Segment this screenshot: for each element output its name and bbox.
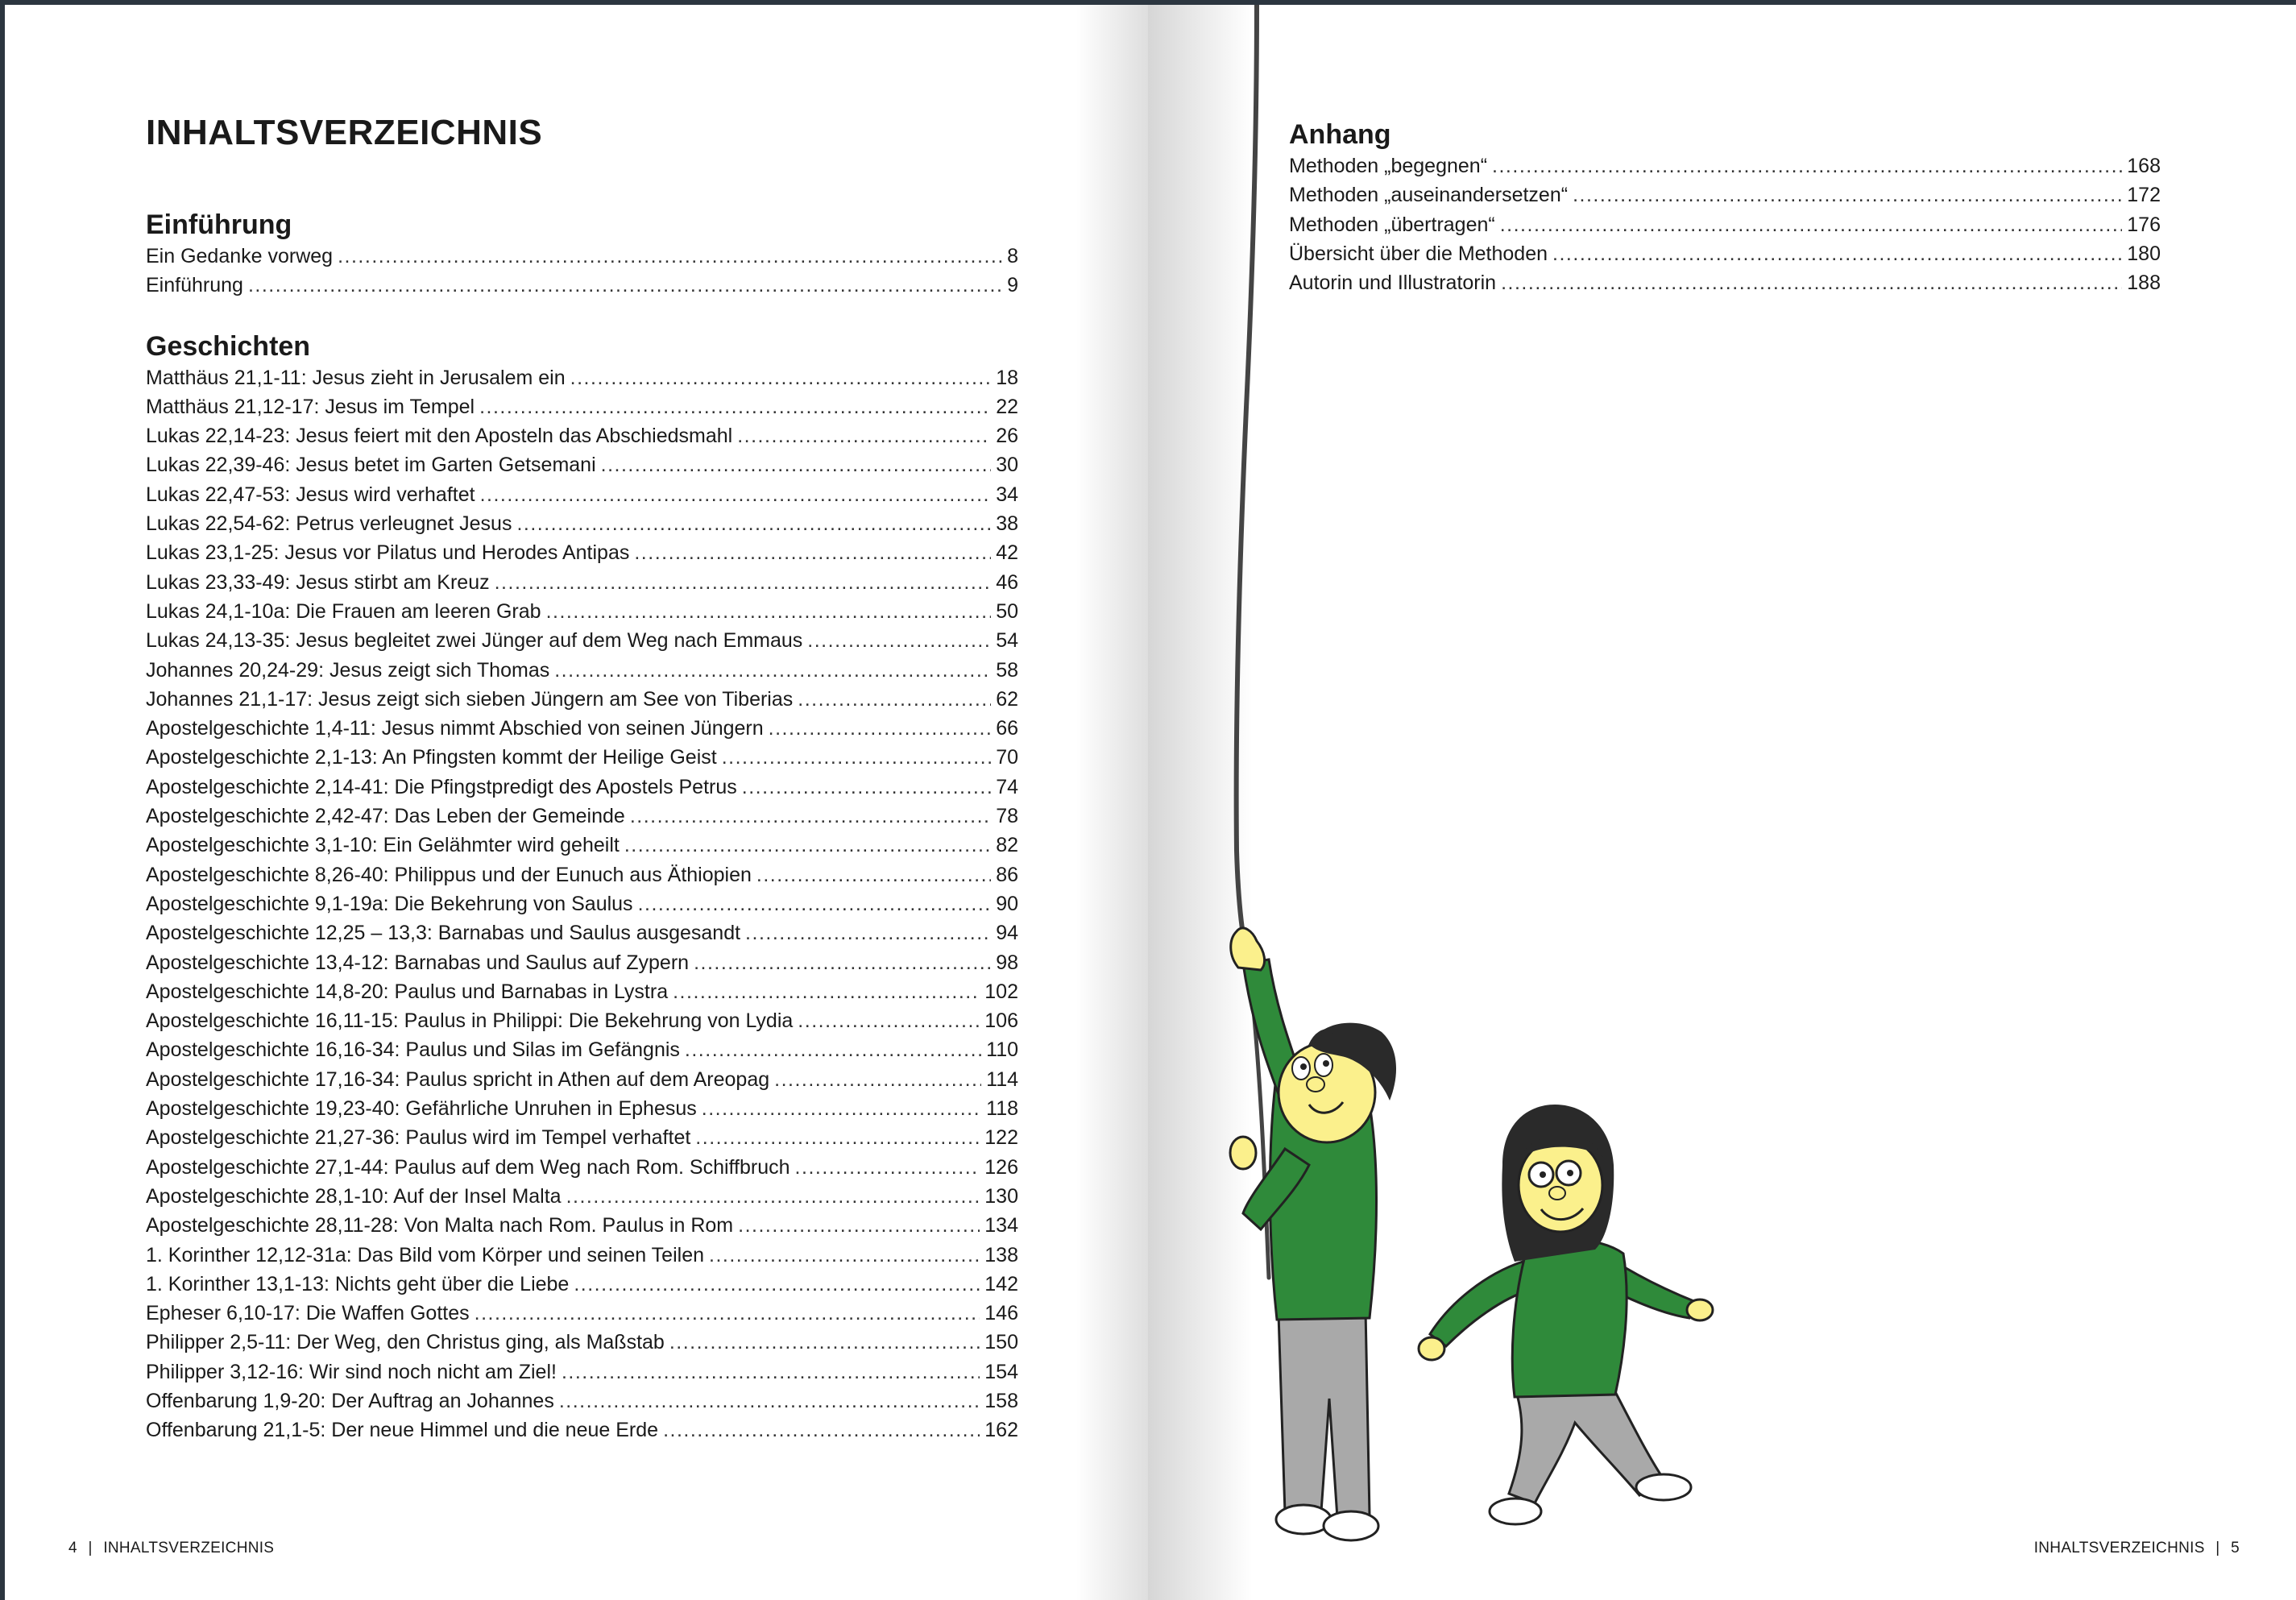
toc-leader-dots xyxy=(663,1416,980,1445)
toc-entry xyxy=(146,1328,1018,1357)
girl-hand-right xyxy=(1687,1299,1713,1320)
toc-entry xyxy=(146,1123,1018,1152)
toc-leader-dots xyxy=(807,626,991,655)
toc-entry-label: Apostelgeschichte 28,11-28: Von Malta nach Rom. Paulus in Rom xyxy=(146,1214,734,1237)
toc-entry xyxy=(1289,210,2161,239)
toc-leader-dots xyxy=(1501,268,2122,297)
toc-leader-dots xyxy=(570,363,992,392)
toc-entry xyxy=(146,1416,1018,1445)
toc-entry xyxy=(146,743,1018,772)
toc-leader-dots xyxy=(248,271,1002,300)
toc-leader-dots xyxy=(1500,210,2123,239)
boy-foot-left xyxy=(1276,1505,1331,1534)
toc-entry xyxy=(1289,151,2161,180)
toc-entry-label: Apostelgeschichte 13,4-12: Barnabas und Saulus auf Zypern xyxy=(146,951,690,974)
toc-entry-label: Apostelgeschichte 16,16-34: Paulus und Silas im Gefängnis xyxy=(146,1038,680,1062)
toc-entry-page: 146 xyxy=(984,1302,1018,1325)
toc-leader-dots xyxy=(774,1065,981,1094)
rope xyxy=(1237,5,1257,964)
girl-hand-left xyxy=(1419,1337,1444,1360)
toc-leader-dots xyxy=(795,1153,980,1182)
toc-leader-dots xyxy=(737,421,991,450)
toc-leader-dots xyxy=(1492,151,2122,180)
toc-entry-label: Lukas 23,33-49: Jesus stirbt am Kreuz xyxy=(146,570,490,594)
toc-leader-dots xyxy=(475,1299,980,1328)
toc-right-column xyxy=(1289,118,2161,297)
toc-entry xyxy=(146,1035,1018,1064)
toc-entry-label: Lukas 22,14-23: Jesus feiert mit den Aposteln das Abschiedsmahl xyxy=(146,425,733,448)
toc-entry-page: 9 xyxy=(1007,274,1018,297)
toc-leader-dots xyxy=(742,773,991,802)
section-gap xyxy=(146,301,1018,330)
toc-leader-dots xyxy=(338,242,1002,271)
toc-leader-dots xyxy=(559,1387,980,1416)
toc-entry xyxy=(146,831,1018,860)
toc-entry-label: Einführung xyxy=(146,274,243,297)
toc-entry-page: 138 xyxy=(984,1243,1018,1266)
toc-entry xyxy=(146,392,1018,421)
toc-leader-dots xyxy=(673,977,980,1006)
toc-entry-page: 94 xyxy=(996,922,1018,945)
toc-entry-page: 82 xyxy=(996,834,1018,857)
toc-entry xyxy=(146,1358,1018,1387)
toc-entry-page: 26 xyxy=(996,425,1018,448)
toc-entry-label: Johannes 21,1-17: Jesus zeigt sich sieben Jüngern am See von Tiberias xyxy=(146,687,794,711)
boy-figure xyxy=(1230,928,1396,1540)
toc-leader-dots xyxy=(756,860,991,889)
toc-entry-page: 134 xyxy=(984,1214,1018,1237)
toc-leader-dots xyxy=(516,509,991,538)
toc-entry-label: Offenbarung 1,9-20: Der Auftrag an Johannes xyxy=(146,1389,554,1412)
girl-figure xyxy=(1419,1105,1713,1524)
footer-right xyxy=(2034,1540,2240,1557)
toc-entry-page: 8 xyxy=(1007,245,1018,267)
footer-separator: | xyxy=(88,1540,93,1556)
boy-nose xyxy=(1307,1077,1324,1092)
boy-pants xyxy=(1279,1310,1370,1518)
toc-entry-page: 106 xyxy=(984,1009,1018,1033)
toc-entry xyxy=(146,918,1018,947)
spine-shadow-left xyxy=(1075,5,1148,1600)
toc-entry-page: 18 xyxy=(996,366,1018,389)
toc-entry-page: 142 xyxy=(984,1272,1018,1295)
toc-entry-label: Methoden „begegnen“ xyxy=(1289,155,1488,177)
girl-foot-left xyxy=(1490,1498,1541,1524)
toc-leader-dots xyxy=(1573,180,2122,209)
toc-leader-dots xyxy=(562,1358,980,1387)
toc-entry-label: Lukas 24,13-35: Jesus begleitet zwei Jünger auf dem Weg nach Emmaus xyxy=(146,629,803,653)
toc-entry-label: Apostelgeschichte 17,16-34: Paulus spricht in Athen auf dem Areopag xyxy=(146,1067,770,1091)
toc-entry xyxy=(146,1065,1018,1094)
footer-page-number: 5 xyxy=(2231,1540,2240,1556)
toc-entry-label: Apostelgeschichte 19,23-40: Gefährliche Unruhen in Ephesus xyxy=(146,1097,697,1121)
toc-entry-label: Matthäus 21,1-11: Jesus zieht in Jerusalem ein xyxy=(146,366,566,389)
toc-entry-page: 46 xyxy=(996,570,1018,594)
toc-entry-label: Apostelgeschichte 12,25 – 13,3: Barnabas und Saulus ausgesandt xyxy=(146,922,741,945)
toc-entry-page: 180 xyxy=(2127,242,2161,265)
toc-entry-page: 126 xyxy=(984,1155,1018,1179)
girl-foot-right xyxy=(1636,1474,1691,1500)
toc-entry-label: 1. Korinther 13,1-13: Nichts geht über die Liebe xyxy=(146,1272,570,1295)
toc-entry-page: 70 xyxy=(996,746,1018,769)
toc-entry xyxy=(146,1270,1018,1299)
toc-entry xyxy=(146,773,1018,802)
toc-entry-label: Ein Gedanke vorweg xyxy=(146,245,334,267)
toc-entry-page: 114 xyxy=(986,1067,1018,1091)
toc-entry xyxy=(146,1211,1018,1240)
toc-entry-page: 50 xyxy=(996,599,1018,623)
toc-entry xyxy=(146,480,1018,509)
toc-leader-dots xyxy=(574,1270,980,1299)
toc-leader-dots xyxy=(546,597,992,626)
toc-leader-dots xyxy=(566,1182,980,1211)
toc-leader-dots xyxy=(638,889,992,918)
left-page xyxy=(5,5,1148,1600)
toc-leader-dots xyxy=(702,1094,981,1123)
toc-entry-label: Apostelgeschichte 2,1-13: An Pfingsten kommt der Heilige Geist xyxy=(146,746,717,769)
footer-left xyxy=(68,1540,274,1557)
toc-entry-page: 30 xyxy=(996,454,1018,477)
boy-hand-top xyxy=(1231,928,1265,970)
toc-entry-label: Philipper 3,12-16: Wir sind noch nicht am Ziel! xyxy=(146,1360,557,1383)
section-heading: Anhang xyxy=(1289,119,1391,150)
toc-entry-label: Apostelgeschichte 21,27-36: Paulus wird im Tempel verhaftet xyxy=(146,1126,691,1150)
toc-entry xyxy=(146,626,1018,655)
toc-entry xyxy=(146,802,1018,831)
toc-entry-page: 168 xyxy=(2127,155,2161,177)
toc-entry-label: Apostelgeschichte 8,26-40: Philippus und der Eunuch aus Äthiopien xyxy=(146,863,752,886)
toc-entry xyxy=(146,948,1018,977)
toc-leader-dots xyxy=(709,1241,980,1270)
toc-entry-label: Philipper 2,5-11: Der Weg, den Christus ging, als Maßstab xyxy=(146,1331,665,1354)
toc-left-column xyxy=(146,208,1018,1445)
toc-entry-page: 150 xyxy=(984,1331,1018,1354)
toc-leader-dots xyxy=(669,1328,980,1357)
toc-leader-dots xyxy=(624,831,991,860)
toc-entry-page: 118 xyxy=(986,1097,1018,1121)
toc-entry xyxy=(146,714,1018,743)
toc-leader-dots xyxy=(495,568,992,597)
toc-entry-label: Lukas 23,1-25: Jesus vor Pilatus und Herodes Antipas xyxy=(146,541,630,565)
toc-entry-page: 158 xyxy=(984,1389,1018,1412)
toc-entry-page: 188 xyxy=(2127,272,2161,295)
toc-entry-label: Lukas 22,39-46: Jesus betet im Garten Getsemani xyxy=(146,454,596,477)
toc-entry xyxy=(146,538,1018,567)
toc-entry-page: 22 xyxy=(996,395,1018,418)
toc-entry-label: Apostelgeschichte 16,11-15: Paulus in Philippi: Die Bekehrung von Lydia xyxy=(146,1009,794,1033)
toc-entry-page: 86 xyxy=(996,863,1018,886)
toc-leader-dots xyxy=(634,538,991,567)
toc-leader-dots xyxy=(554,656,991,685)
toc-entry xyxy=(146,1153,1018,1182)
girl-shirt xyxy=(1512,1240,1627,1397)
toc-entry xyxy=(146,1182,1018,1211)
toc-entry-page: 66 xyxy=(996,717,1018,740)
toc-entry-label: Matthäus 21,12-17: Jesus im Tempel xyxy=(146,395,475,418)
toc-entry-label: Methoden „übertragen“ xyxy=(1289,213,1495,236)
toc-entry-page: 54 xyxy=(996,629,1018,653)
toc-entry-page: 38 xyxy=(996,512,1018,536)
toc-entry-label: Apostelgeschichte 9,1-19a: Die Bekehrung von Saulus xyxy=(146,892,633,915)
toc-leader-dots xyxy=(685,1035,981,1064)
toc-leader-dots xyxy=(695,1123,980,1152)
toc-entry xyxy=(146,421,1018,450)
toc-entry-label: Apostelgeschichte 3,1-10: Ein Gelähmter wird geheilt xyxy=(146,834,620,857)
toc-entry xyxy=(1289,268,2161,297)
toc-entry xyxy=(146,889,1018,918)
toc-leader-dots xyxy=(722,743,991,772)
toc-entry-label: Apostelgeschichte 28,1-10: Auf der Insel Malta xyxy=(146,1184,562,1208)
toc-leader-dots xyxy=(745,918,991,947)
boy-hand-lower xyxy=(1230,1137,1256,1169)
toc-entry xyxy=(146,1006,1018,1035)
toc-leader-dots xyxy=(479,392,991,421)
toc-entry xyxy=(146,685,1018,714)
toc-entry-page: 98 xyxy=(996,951,1018,974)
girl-nose xyxy=(1549,1187,1565,1200)
toc-entry-page: 58 xyxy=(996,658,1018,682)
toc-leader-dots xyxy=(630,802,991,831)
right-page xyxy=(1148,5,2296,1600)
footer-separator: | xyxy=(2215,1540,2220,1556)
toc-entry-page: 78 xyxy=(996,805,1018,828)
toc-entry-page: 130 xyxy=(984,1184,1018,1208)
page-title: INHALTSVERZEICHNIS xyxy=(146,113,543,152)
toc-entry xyxy=(146,1241,1018,1270)
section-heading: Einführung xyxy=(146,209,292,240)
girl-head xyxy=(1519,1138,1602,1232)
toc-entry-page: 172 xyxy=(2127,184,2161,207)
footer-page-number: 4 xyxy=(68,1540,77,1556)
toc-entry-label: Johannes 20,24-29: Jesus zeigt sich Thomas xyxy=(146,658,550,682)
toc-entry xyxy=(146,977,1018,1006)
toc-entry-label: Übersicht über die Methoden xyxy=(1289,242,1548,265)
boy-foot-right xyxy=(1324,1511,1378,1540)
toc-leader-dots xyxy=(798,685,991,714)
toc-entry-label: Epheser 6,10-17: Die Waffen Gottes xyxy=(146,1302,470,1325)
toc-entry-label: Apostelgeschichte 27,1-44: Paulus auf dem Weg nach Rom. Schiffbruch xyxy=(146,1155,790,1179)
toc-entry-page: 90 xyxy=(996,892,1018,915)
toc-entry-label: Apostelgeschichte 2,14-41: Die Pfingstpredigt des Apostels Petrus xyxy=(146,775,737,798)
toc-entry xyxy=(146,568,1018,597)
toc-entry xyxy=(146,509,1018,538)
toc-leader-dots xyxy=(738,1211,980,1240)
toc-entry-label: Methoden „auseinandersetzen“ xyxy=(1289,184,1569,207)
toc-entry-label: Offenbarung 21,1-5: Der neue Himmel und die neue Erde xyxy=(146,1419,659,1442)
toc-entry-page: 176 xyxy=(2127,213,2161,236)
toc-leader-dots xyxy=(601,450,992,479)
toc-entry xyxy=(146,656,1018,685)
toc-entry xyxy=(1289,239,2161,268)
toc-entry-label: Apostelgeschichte 1,4-11: Jesus nimmt Abschied von seinen Jüngern xyxy=(146,717,764,740)
toc-entry xyxy=(146,597,1018,626)
toc-entry xyxy=(146,860,1018,889)
toc-entry-label: Lukas 22,54-62: Petrus verleugnet Jesus xyxy=(146,512,512,536)
toc-entry-page: 34 xyxy=(996,483,1018,506)
toc-entry xyxy=(146,450,1018,479)
toc-entry-label: Lukas 22,47-53: Jesus wird verhaftet xyxy=(146,483,475,506)
toc-leader-dots xyxy=(480,480,992,509)
toc-entry xyxy=(146,1387,1018,1416)
toc-entry xyxy=(146,1094,1018,1123)
toc-entry-label: Apostelgeschichte 2,42-47: Das Leben der Gemeinde xyxy=(146,805,625,828)
toc-leader-dots xyxy=(769,714,992,743)
toc-entry-label: 1. Korinther 12,12-31a: Das Bild vom Körper und seinen Teilen xyxy=(146,1243,705,1266)
toc-entry-label: Autorin und Illustratorin xyxy=(1289,272,1497,295)
toc-entry-page: 110 xyxy=(986,1038,1018,1062)
toc-entry xyxy=(146,242,1018,271)
section-heading: Geschichten xyxy=(146,330,311,362)
toc-entry xyxy=(146,1299,1018,1328)
toc-entry xyxy=(1289,180,2161,209)
toc-entry-page: 122 xyxy=(984,1126,1018,1150)
toc-entry-page: 74 xyxy=(996,775,1018,798)
footer-running-title: INHALTSVERZEICHNIS xyxy=(2033,1540,2205,1556)
toc-entry-page: 42 xyxy=(996,541,1018,565)
toc-leader-dots xyxy=(1552,239,2122,268)
toc-leader-dots xyxy=(798,1006,980,1035)
footer-running-title: INHALTSVERZEICHNIS xyxy=(103,1540,275,1556)
toc-entry xyxy=(146,271,1018,300)
toc-leader-dots xyxy=(694,948,991,977)
toc-entry-page: 102 xyxy=(984,980,1018,1003)
toc-entry-label: Lukas 24,1-10a: Die Frauen am leeren Grab xyxy=(146,599,541,623)
toc-entry-page: 162 xyxy=(984,1419,1018,1442)
toc-entry xyxy=(146,363,1018,392)
toc-entry-page: 62 xyxy=(996,687,1018,711)
toc-entry-label: Apostelgeschichte 14,8-20: Paulus und Barnabas in Lystra xyxy=(146,980,669,1003)
toc-entry-page: 154 xyxy=(984,1360,1018,1383)
